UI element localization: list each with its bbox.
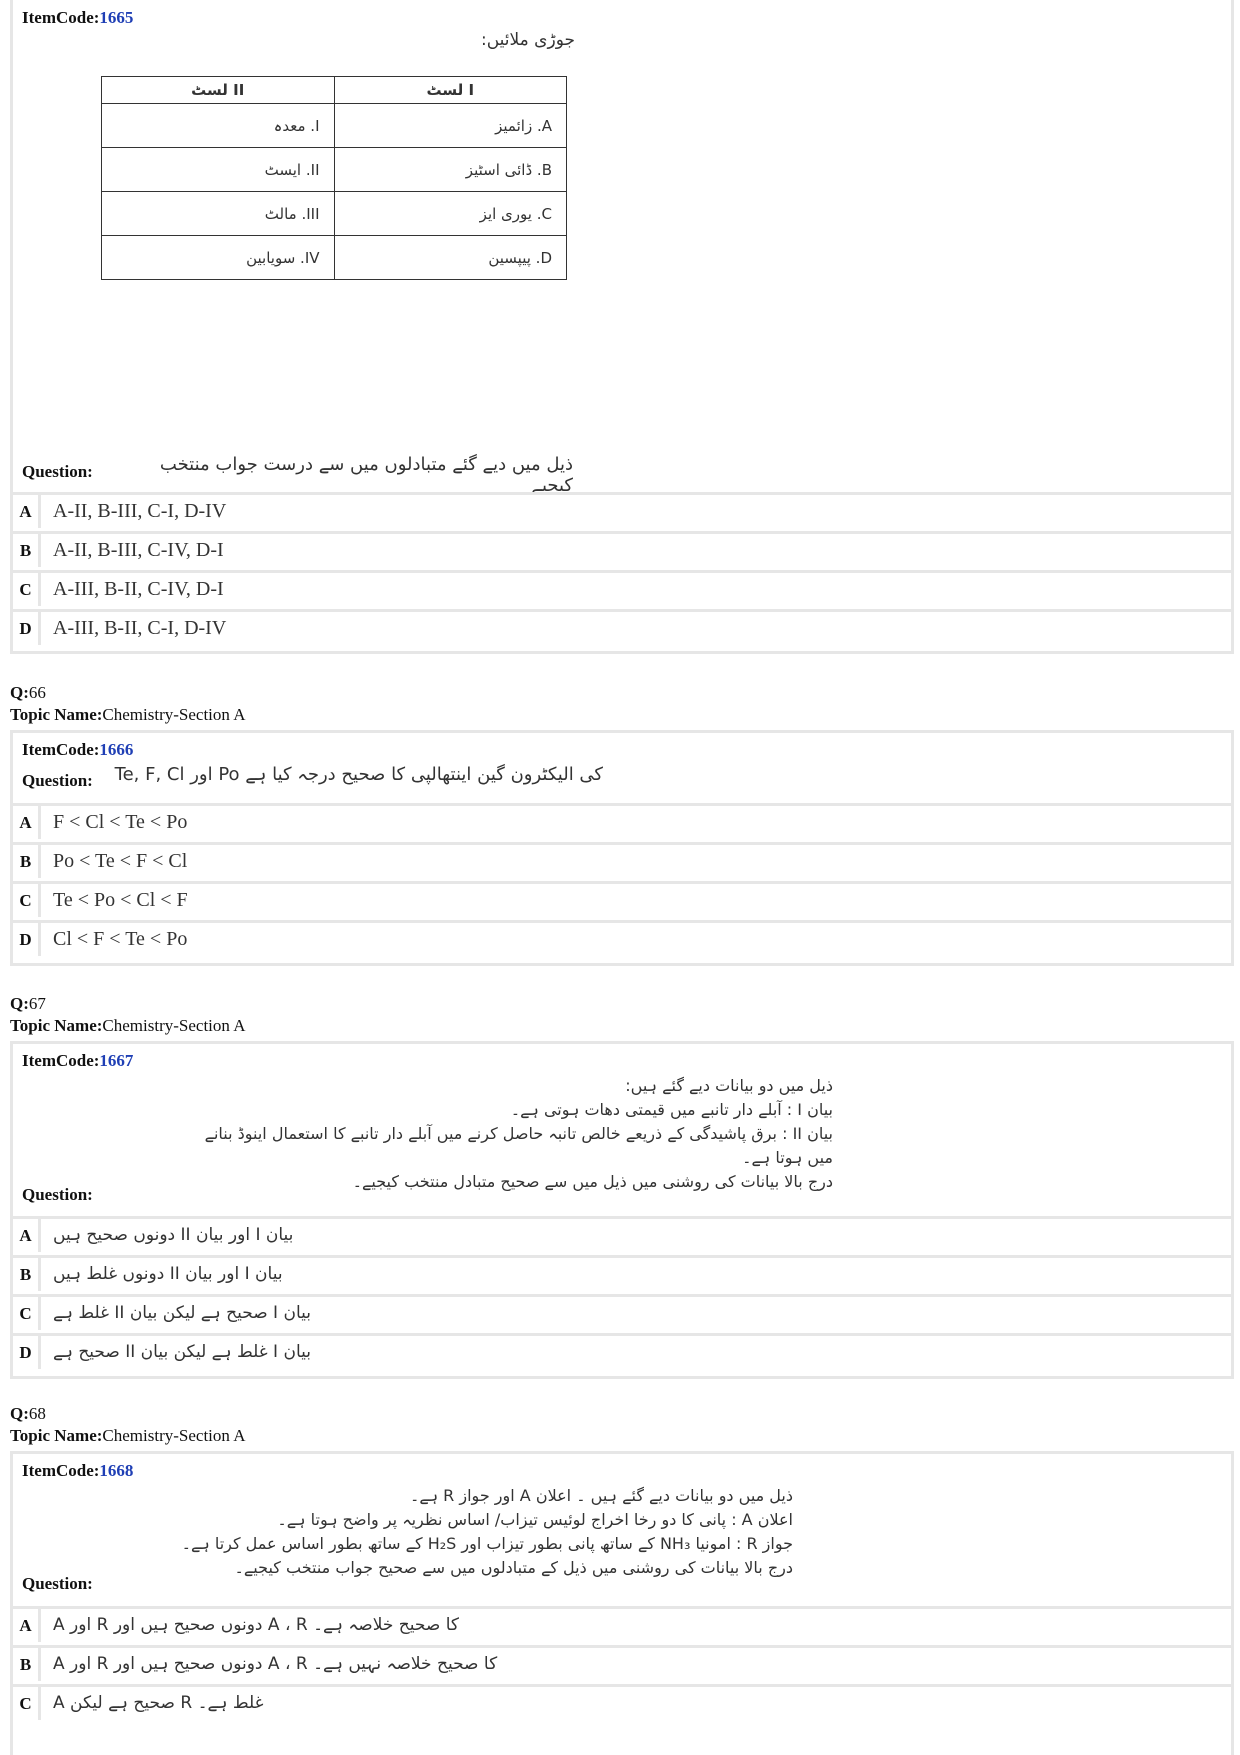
match-cell: C. یوری ایز [334,192,567,236]
statement-line: میں ہوتا ہے۔ [742,1148,833,1167]
option-d[interactable] [13,1333,1231,1369]
option-a[interactable] [13,1216,1231,1252]
question-label: Question: [22,771,93,790]
match-table [101,76,567,280]
question-label: Question: [22,1185,93,1204]
match-col-header-1: لسٹ I [334,77,567,104]
option-letter: A [13,806,41,839]
option-letter: B [13,1258,41,1291]
option-letter: B [13,1648,41,1681]
question-65-card [10,0,1234,654]
option-text: F < Cl < Te < Po [53,811,188,833]
option-b[interactable] [13,1255,1231,1291]
match-cell: I. معدہ [102,104,335,148]
option-c[interactable] [13,1294,1231,1330]
match-cell: A. زائمیز [334,104,567,148]
option-letter: D [13,923,41,956]
option-letter: A [13,1219,41,1252]
option-letter: A [13,1609,41,1642]
question-label: Question: [22,462,93,481]
statements [83,1484,793,1580]
option-text: بیان I غلط ہے لیکن بیان II صحیح ہے [53,1342,311,1362]
option-letter: C [13,1687,41,1720]
option-text: بیان I اور بیان II دونوں غلط ہیں [53,1264,283,1284]
option-text: A صحیح ہے لیکن R غلط ہے۔ [53,1693,264,1713]
statement-line: اعلان A : پانی کا دو رخا اخراج لوئیس تیزاب/ اساس نظریہ پر واضح ہوتا ہے۔ [277,1510,793,1529]
option-d[interactable] [13,920,1231,956]
option-letter: D [13,1336,41,1369]
option-text: Te < Po < Cl < F [53,889,188,911]
match-cell: B. ڈائی اسٹیز [334,148,567,192]
option-c[interactable] [13,570,1231,606]
match-col-header-2: لسٹ II [102,77,335,104]
option-letter: A [13,495,41,528]
option-text: Cl < F < Te < Po [53,928,188,950]
option-text: بیان I صحیح ہے لیکن بیان II غلط ہے [53,1303,311,1323]
option-text: A-III, B-II, C-IV, D-I [53,578,224,600]
option-letter: C [13,884,41,917]
question-number: Q:66 [10,683,46,702]
option-text: A اور R دونوں صحیح ہیں اور A ، R کا صحیح خلاصہ نہیں ہے۔ [53,1654,498,1674]
match-cell: D. پیپسین [334,236,567,280]
option-text: A-III, B-II, C-I, D-IV [53,617,227,639]
option-a[interactable] [13,803,1231,839]
option-text: A-II, B-III, C-I, D-IV [53,500,227,522]
topic-name: Topic Name:Chemistry-Section A [10,1016,246,1035]
itemcode-65: ItemCode:1665 [22,8,134,27]
question-text: Te, F, Cl اور Po کی الیکٹرون گین اینتھالپی کا صحیح درجہ کیا ہے [114,764,603,785]
question-66-card [10,730,1234,966]
option-letter: C [13,1297,41,1330]
match-cell: II. ایسٹ [102,148,335,192]
option-b[interactable] [13,1645,1231,1681]
question-number: Q:68 [10,1404,46,1423]
question-68-card [10,1451,1234,1755]
statement-line: درج بالا بیانات کی روشنی میں ذیل میں سے صحیح متبادل منتخب کیجیے۔ [352,1172,833,1191]
statement-line: بیان I : آبلے دار تانبے میں قیمتی دھات ہوتی ہے۔ [510,1100,833,1119]
itemcode-67: ItemCode:1667 [22,1051,134,1070]
topic-name: Topic Name:Chemistry-Section A [10,705,246,724]
match-cell: III. مالٹ [102,192,335,236]
match-intro: جوڑی ملائیں: [481,30,575,50]
option-a[interactable] [13,492,1231,528]
option-c[interactable] [13,1684,1231,1720]
statement-line: جواز R : امونیا NH₃ کے ساتھ پانی بطور تیزاب اور H₂S کے ساتھ بطور اساس عمل کرتا ہے۔ [181,1534,793,1553]
topic-name: Topic Name:Chemistry-Section A [10,1426,246,1445]
option-letter: B [13,845,41,878]
option-d[interactable] [13,609,1231,645]
statements [83,1074,833,1194]
question-text: ذیل میں دیے گئے متبادلوں میں سے درست جواب منتخب کیجیے [159,454,573,496]
question-67-card [10,1041,1234,1379]
match-cell: IV. سویابین [102,236,335,280]
option-a[interactable] [13,1606,1231,1642]
statement-line: بیان II : برق پاشیدگی کے ذریعے خالص تانبہ حاصل کرنے میں آبلے دار تانبے کا استعمال اینوڈ بنانے [204,1124,833,1143]
option-text: بیان I اور بیان II دونوں صحیح ہیں [53,1225,294,1245]
statement-line: ذیل میں دو بیانات دیے گئے ہیں ۔ اعلان A اور جواز R ہے۔ [409,1486,793,1505]
itemcode-68: ItemCode:1668 [22,1461,134,1480]
option-text: Po < Te < F < Cl [53,850,188,872]
question-number: Q:67 [10,994,46,1013]
option-letter: D [13,612,41,645]
statement-line: ذیل میں دو بیانات دیے گئے ہیں: [625,1076,833,1095]
option-text: A-II, B-III, C-IV, D-I [53,539,224,561]
option-b[interactable] [13,842,1231,878]
option-text: A اور R دونوں صحیح ہیں اور A ، R کا صحیح خلاصہ ہے۔ [53,1615,459,1635]
question-label: Question: [22,1574,93,1593]
statement-line: درج بالا بیانات کی روشنی میں ذیل کے متبادلوں میں سے صحیح جواب منتخب کیجیے۔ [234,1558,793,1577]
option-letter: C [13,573,41,606]
itemcode-66: ItemCode:1666 [22,740,134,759]
option-c[interactable] [13,881,1231,917]
option-letter: B [13,534,41,567]
option-b[interactable] [13,531,1231,567]
